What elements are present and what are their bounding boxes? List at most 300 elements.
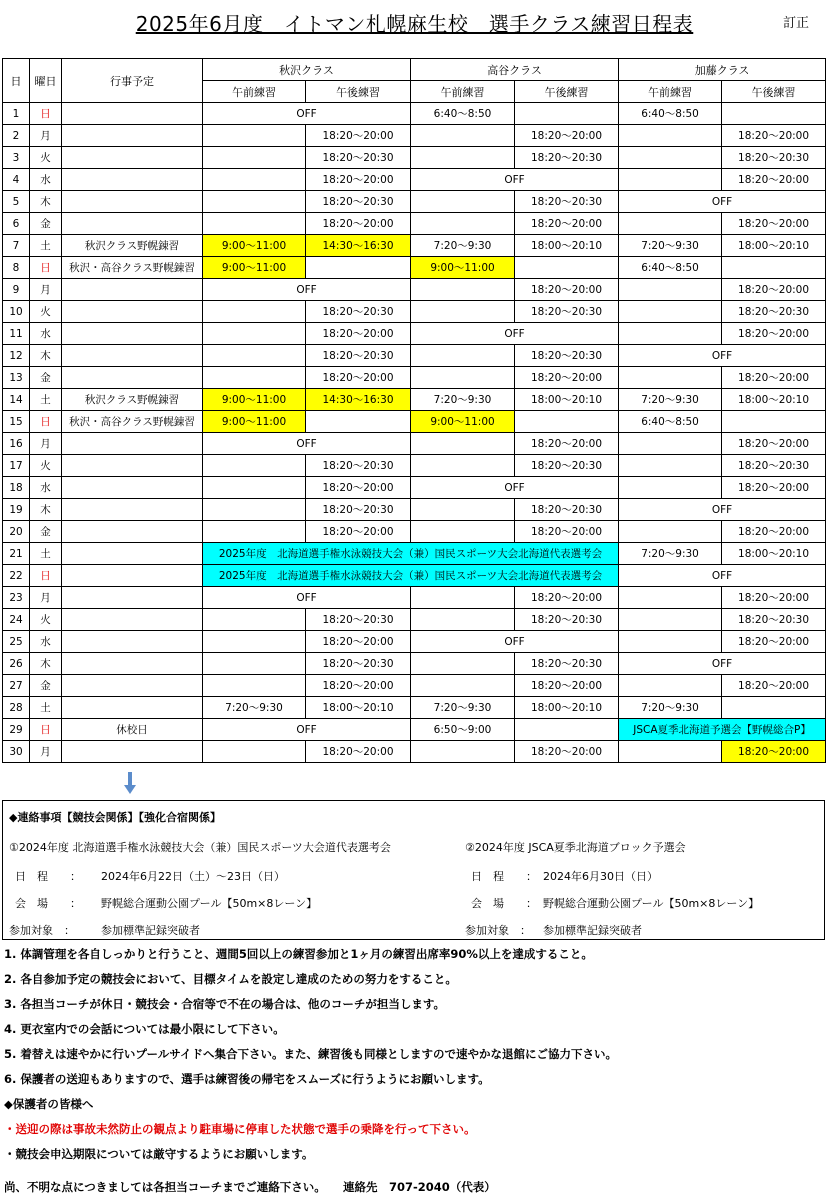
event-cell: 秋沢クラス野幌錬習 [62,389,203,411]
practice-cell: OFF [203,719,411,741]
practice-cell: 18:20～20:00 [306,169,411,191]
schedule-row [3,587,826,609]
day-cell: 16 [3,433,30,455]
weekday-cell: 月 [30,587,62,609]
day-cell: 12 [3,345,30,367]
practice-cell [411,367,515,389]
practice-cell: 18:20～20:30 [515,191,619,213]
event-cell [62,279,203,301]
event-cell [62,147,203,169]
meet1-venue-label: 会 場 ： [15,897,81,910]
schedule-row [3,411,826,433]
practice-cell: 6:40～8:50 [619,257,722,279]
practice-cell: 18:20～20:00 [515,741,619,763]
practice-cell [203,301,306,323]
practice-cell: 18:20～20:30 [515,301,619,323]
meet1-venue: 野幌総合運動公園プール【50m×8レーン】 [101,897,318,910]
day-cell: 29 [3,719,30,741]
day-cell: 2 [3,125,30,147]
practice-cell: 18:20～20:00 [722,741,826,763]
practice-cell: 18:20～20:00 [306,323,411,345]
schedule-row [3,301,826,323]
practice-cell [203,125,306,147]
schedule-row [3,257,826,279]
practice-cell [411,191,515,213]
weekday-cell: 日 [30,565,62,587]
header-weekday: 曜日 [30,59,62,103]
weekday-cell: 日 [30,103,62,125]
practice-cell: 18:20～20:30 [306,609,411,631]
day-cell: 10 [3,301,30,323]
event-cell [62,433,203,455]
schedule-row [3,521,826,543]
day-cell: 26 [3,653,30,675]
schedule-row [3,191,826,213]
day-cell: 7 [3,235,30,257]
practice-cell: 2025年度 北海道選手権水泳競技大会（兼）国民スポーツ大会北海道代表選考会 [203,543,619,565]
arrow-down-icon [124,772,136,794]
practice-cell [722,697,826,719]
schedule-row [3,697,826,719]
practice-cell: 18:20～20:30 [306,345,411,367]
day-cell: 17 [3,455,30,477]
schedule-row [3,169,826,191]
practice-cell: 18:20～20:00 [515,213,619,235]
practice-cell: 18:20～20:00 [515,433,619,455]
practice-cell: OFF [203,433,411,455]
schedule-row [3,609,826,631]
header-am: 午前練習 [619,81,722,103]
practice-cell [619,675,722,697]
practice-cell [619,213,722,235]
event-cell [62,455,203,477]
practice-cell: 9:00～11:00 [203,257,306,279]
day-cell: 15 [3,411,30,433]
event-cell [62,653,203,675]
practice-cell [619,169,722,191]
weekday-cell: 月 [30,741,62,763]
practice-cell: 9:00～11:00 [203,235,306,257]
header-class-kato: 加藤クラス [619,59,826,81]
event-cell [62,543,203,565]
practice-cell: 14:30～16:30 [306,389,411,411]
practice-cell [411,125,515,147]
event-cell [62,191,203,213]
practice-cell [203,653,306,675]
event-cell [62,697,203,719]
event-cell [62,125,203,147]
practice-cell [515,411,619,433]
footer-contact: 尚、不明な点につきましては各担当コーチまでご連絡下さい。 連絡先 707-2040（代表） [4,1180,496,1194]
practice-cell: OFF [619,191,826,213]
practice-cell: 9:00～11:00 [411,411,515,433]
practice-cell [411,433,515,455]
practice-cell: 18:20～20:30 [722,609,826,631]
schedule-row [3,477,826,499]
practice-cell [619,301,722,323]
practice-cell [515,103,619,125]
weekday-cell: 土 [30,235,62,257]
practice-cell [619,367,722,389]
schedule-row [3,345,826,367]
schedule-row [3,455,826,477]
meet2-date-label: 日 程 ： [471,870,537,883]
event-cell [62,213,203,235]
header-pm: 午後練習 [515,81,619,103]
practice-cell: 18:00～20:10 [306,697,411,719]
practice-cell [306,257,411,279]
day-cell: 25 [3,631,30,653]
practice-cell: 18:20～20:00 [515,675,619,697]
practice-cell: 18:20～20:00 [306,477,411,499]
correction-label: 訂正 [783,16,810,31]
practice-cell [203,213,306,235]
practice-cell: 18:20～20:00 [515,279,619,301]
practice-cell: 18:00～20:10 [722,389,826,411]
weekday-cell: 火 [30,609,62,631]
practice-cell [619,477,722,499]
weekday-cell: 金 [30,521,62,543]
weekday-cell: 日 [30,411,62,433]
practice-cell: 18:20～20:30 [722,455,826,477]
rule-item: 2. 各自参加予定の競技会において、目標タイムを設定し達成のための努力をすること。 [4,972,457,986]
practice-cell: OFF [203,279,411,301]
practice-cell [411,675,515,697]
weekday-cell: 水 [30,169,62,191]
practice-cell: OFF [619,653,826,675]
practice-cell [203,499,306,521]
practice-cell [619,433,722,455]
guardian-notice: ・競技会申込期限については厳守するようにお願いします。 [4,1147,314,1161]
page-title: 2025年6月度 イトマン札幌麻生校 選手クラス練習日程表 [135,12,694,36]
practice-cell: OFF [411,323,619,345]
event-cell [62,367,203,389]
practice-cell: 18:00～20:10 [515,389,619,411]
schedule-row [3,675,826,697]
practice-cell [203,521,306,543]
weekday-cell: 水 [30,477,62,499]
meet1-title: ①2024年度 北海道選手権水泳競技大会（兼）国民スポーツ大会道代表選考会 [9,841,391,854]
weekday-cell: 火 [30,455,62,477]
day-cell: 24 [3,609,30,631]
event-cell [62,323,203,345]
schedule-row [3,323,826,345]
day-cell: 13 [3,367,30,389]
practice-cell [722,103,826,125]
practice-cell [619,125,722,147]
practice-cell: 18:20～20:00 [306,125,411,147]
practice-cell [411,499,515,521]
practice-cell [619,609,722,631]
practice-cell: 18:20～20:00 [722,323,826,345]
practice-cell: 7:20～9:30 [203,697,306,719]
weekday-cell: 火 [30,301,62,323]
practice-cell: 18:20～20:30 [306,147,411,169]
practice-cell: 18:20～20:30 [515,455,619,477]
weekday-cell: 木 [30,345,62,367]
event-cell [62,103,203,125]
practice-cell: 6:40～8:50 [411,103,515,125]
weekday-cell: 月 [30,279,62,301]
schedule-row [3,147,826,169]
practice-cell: 18:20～20:00 [722,675,826,697]
practice-cell: 18:20～20:00 [306,521,411,543]
notes-box [2,800,825,940]
practice-cell [619,455,722,477]
practice-cell [411,653,515,675]
event-cell [62,631,203,653]
practice-cell [203,477,306,499]
header-class-akisawa: 秋沢クラス [203,59,411,81]
practice-cell [515,719,619,741]
schedule-row [3,499,826,521]
event-cell [62,587,203,609]
practice-cell: 9:00～11:00 [411,257,515,279]
schedule-row [3,433,826,455]
guardian-notice-red: ・送迎の際は事故未然防止の観点より駐車場に停車した状態で選手の乗降を行って下さい。 [4,1122,476,1136]
practice-cell: 18:20～20:00 [515,587,619,609]
meet2-title: ②2024年度 JSCA夏季北海道ブロック予選会 [465,841,686,854]
schedule-row [3,213,826,235]
weekday-cell: 木 [30,499,62,521]
practice-cell [619,147,722,169]
practice-cell: 18:20～20:00 [306,741,411,763]
schedule-row [3,367,826,389]
practice-cell: 7:20～9:30 [411,389,515,411]
weekday-cell: 土 [30,389,62,411]
event-cell [62,565,203,587]
meet1-date: 2024年6月22日（土）～23日（日） [101,870,285,883]
practice-cell [619,279,722,301]
weekday-cell: 月 [30,433,62,455]
practice-cell: 18:20～20:30 [306,455,411,477]
practice-cell: 9:00～11:00 [203,411,306,433]
practice-cell: 18:20～20:00 [722,213,826,235]
practice-cell: 18:20～20:00 [515,125,619,147]
practice-cell [203,367,306,389]
practice-cell: 18:20～20:00 [722,367,826,389]
practice-cell [411,609,515,631]
weekday-cell: 日 [30,719,62,741]
practice-cell: 18:00～20:10 [722,235,826,257]
practice-cell: 18:20～20:00 [722,279,826,301]
practice-cell: 7:20～9:30 [619,389,722,411]
practice-cell: 18:20～20:30 [515,653,619,675]
practice-cell: 18:20～20:30 [722,301,826,323]
practice-cell: OFF [411,477,619,499]
weekday-cell: 日 [30,257,62,279]
header-class-takaya: 高谷クラス [411,59,619,81]
practice-cell [411,521,515,543]
practice-cell [411,213,515,235]
practice-cell [722,411,826,433]
practice-cell: 18:20～20:30 [306,191,411,213]
practice-cell: OFF [619,565,826,587]
practice-cell [203,147,306,169]
practice-cell [619,323,722,345]
rule-item: 3. 各担当コーチが休日・競技会・合宿等で不在の場合は、他のコーチが担当します。 [4,997,445,1011]
practice-cell [722,257,826,279]
practice-cell [619,741,722,763]
practice-cell: 18:20～20:00 [306,675,411,697]
practice-cell: 6:40～8:50 [619,411,722,433]
practice-cell: OFF [619,499,826,521]
weekday-cell: 火 [30,147,62,169]
event-cell [62,521,203,543]
practice-cell: 18:20～20:00 [722,477,826,499]
meet1-date-label: 日 程 ： [15,870,81,883]
header-am: 午前練習 [411,81,515,103]
practice-cell: 6:40～8:50 [619,103,722,125]
practice-cell: 2025年度 北海道選手権水泳競技大会（兼）国民スポーツ大会北海道代表選考会 [203,565,619,587]
event-cell: 休校日 [62,719,203,741]
practice-cell: 18:20～20:00 [515,521,619,543]
practice-cell [203,741,306,763]
day-cell: 21 [3,543,30,565]
rule-item: 4. 更衣室内での会話については最小限にして下さい。 [4,1022,285,1036]
schedule-row [3,741,826,763]
event-cell [62,169,203,191]
practice-cell [411,279,515,301]
meet2-venue: 野幌総合運動公園プール【50m×8レーン】 [543,897,760,910]
day-cell: 18 [3,477,30,499]
practice-cell [306,411,411,433]
weekday-cell: 木 [30,191,62,213]
practice-cell: 18:00～20:10 [515,697,619,719]
day-cell: 11 [3,323,30,345]
weekday-cell: 金 [30,675,62,697]
practice-cell: 7:20～9:30 [411,235,515,257]
practice-cell: 18:00～20:10 [515,235,619,257]
event-cell [62,609,203,631]
event-cell: 秋沢クラス野幌錬習 [62,235,203,257]
practice-cell: 18:20～20:30 [515,345,619,367]
event-cell [62,499,203,521]
practice-cell: 18:00～20:10 [722,543,826,565]
guardian-heading: ◆保護者の皆様へ [4,1097,94,1111]
practice-cell: 18:20～20:30 [515,499,619,521]
schedule-row [3,235,826,257]
meet1-target: 参加標準記録突破者 [101,924,200,937]
practice-cell: 14:30～16:30 [306,235,411,257]
schedule-table [2,58,826,763]
practice-cell [411,345,515,367]
rule-item: 5. 着替えは速やかに行いプールサイドへ集合下さい。また、練習後も同様としますので速やかな退館にご協力下さい。 [4,1047,617,1061]
event-cell [62,345,203,367]
event-cell [62,477,203,499]
header-pm: 午後練習 [722,81,826,103]
event-cell [62,675,203,697]
practice-cell [619,521,722,543]
weekday-cell: 月 [30,125,62,147]
practice-cell: 9:00～11:00 [203,389,306,411]
practice-cell: 18:20～20:30 [306,499,411,521]
event-cell [62,301,203,323]
practice-cell: 18:20～20:30 [722,147,826,169]
weekday-cell: 木 [30,653,62,675]
practice-cell [515,257,619,279]
practice-cell: 18:20～20:00 [306,367,411,389]
practice-cell: 18:20～20:00 [722,433,826,455]
weekday-cell: 土 [30,543,62,565]
schedule-row [3,389,826,411]
schedule-row [3,719,826,741]
weekday-cell: 金 [30,367,62,389]
day-cell: 6 [3,213,30,235]
event-cell: 秋沢・高谷クラス野幌錬習 [62,257,203,279]
schedule-row [3,653,826,675]
practice-cell: 18:20～20:30 [515,147,619,169]
practice-cell [411,301,515,323]
day-cell: 5 [3,191,30,213]
day-cell: 8 [3,257,30,279]
practice-cell: 18:20～20:00 [306,213,411,235]
practice-cell: 18:20～20:00 [722,521,826,543]
practice-cell [203,631,306,653]
practice-cell: 18:20～20:00 [722,587,826,609]
schedule-row [3,565,826,587]
practice-cell: 18:20～20:00 [306,631,411,653]
header-day: 日 [3,59,30,103]
day-cell: 27 [3,675,30,697]
rule-item: 1. 体調管理を各自しっかりと行うこと、週間5回以上の練習参加と1ヶ月の練習出席率90%以上を達成すること。 [4,947,593,961]
practice-cell: 18:20～20:00 [722,631,826,653]
day-cell: 20 [3,521,30,543]
practice-cell: 7:20～9:30 [619,235,722,257]
day-cell: 4 [3,169,30,191]
practice-cell: 7:20～9:30 [411,697,515,719]
practice-cell [203,169,306,191]
meet2-date: 2024年6月30日（日） [543,870,658,883]
schedule-row [3,103,826,125]
practice-cell: 18:20～20:30 [306,653,411,675]
weekday-cell: 土 [30,697,62,719]
header-events: 行事予定 [62,59,203,103]
practice-cell [619,631,722,653]
practice-cell: 6:50～9:00 [411,719,515,741]
schedule-row [3,631,826,653]
practice-cell: 7:20～9:30 [619,543,722,565]
meet2-target: 参加標準記録突破者 [543,924,642,937]
practice-cell: 18:20～20:30 [515,609,619,631]
practice-cell [411,147,515,169]
practice-cell: 18:20～20:00 [515,367,619,389]
meet2-venue-label: 会 場 ： [471,897,537,910]
day-cell: 3 [3,147,30,169]
day-cell: 9 [3,279,30,301]
practice-cell [203,191,306,213]
day-cell: 22 [3,565,30,587]
day-cell: 28 [3,697,30,719]
meet1-target-label: 参加対象 ： [9,924,75,937]
schedule-row [3,543,826,565]
practice-cell: OFF [411,169,619,191]
practice-cell [411,455,515,477]
practice-cell [411,741,515,763]
day-cell: 23 [3,587,30,609]
practice-cell: OFF [203,587,411,609]
practice-cell: OFF [619,345,826,367]
practice-cell [203,323,306,345]
notes-heading: ◆連絡事項【競技会関係】【強化合宿関係】 [9,811,221,824]
meet2-target-label: 参加対象 ： [465,924,531,937]
practice-cell: 18:20～20:30 [306,301,411,323]
practice-cell [619,587,722,609]
day-cell: 30 [3,741,30,763]
practice-cell [203,345,306,367]
event-cell: 秋沢・高谷クラス野幌錬習 [62,411,203,433]
day-cell: 14 [3,389,30,411]
